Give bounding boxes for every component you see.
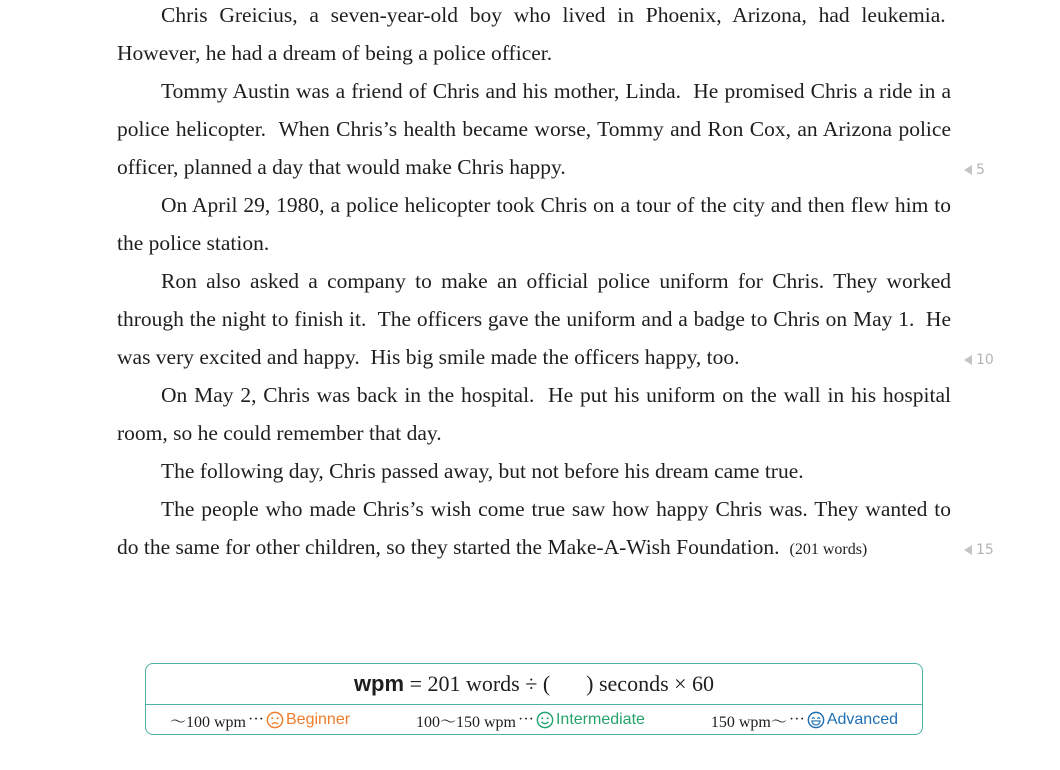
- line-marker-10: [964, 350, 994, 370]
- paragraph: On April 29, 1980, a police helicopter took Chris on a tour of the city and then flew him to the police station.: [117, 193, 951, 255]
- triangle-left-icon: [964, 165, 972, 175]
- level-name: Beginner: [286, 711, 351, 728]
- reading-passage: [117, 0, 951, 569]
- level-beginner: [170, 709, 350, 732]
- line-marker-5: [964, 160, 985, 180]
- wpm-calculation-box: [145, 663, 923, 735]
- level-dots: ···: [248, 711, 264, 728]
- paragraph: Ron also asked a company to make an official police uniform for Chris. They worked through the night to finish it. The officers gave the uniform and a badge to Chris on May 1. He was very excited and happy. His big smile made the officers happy, too.: [117, 269, 951, 369]
- triangle-left-icon: [964, 355, 972, 365]
- level-dots: ···: [517, 711, 534, 728]
- paragraph: Tommy Austin was a friend of Chris and his mother, Linda. He promised Chris a ride in a police helicopter. When Chris’s health became worse, Tommy and Ron Cox, an Arizona police officer, planned a day that would make Chris happy.: [117, 79, 951, 179]
- smile-face-icon: [536, 711, 554, 729]
- level-dots: ···: [788, 711, 805, 728]
- level-legend: [146, 705, 922, 735]
- formula-end: ) seconds × 60: [586, 671, 715, 696]
- level-name: Advanced: [826, 711, 898, 728]
- line-number: 10: [976, 352, 994, 368]
- paragraph: On May 2, Chris was back in the hospital. He put his uniform on the wall in his hospital room, so he could remember that day.: [117, 383, 951, 445]
- wpm-formula: [146, 664, 922, 705]
- level-range: ～100 wpm: [170, 713, 247, 731]
- level-range: 150 wpm～: [710, 713, 787, 731]
- line-marker-15: [964, 540, 994, 560]
- level-advanced: [711, 709, 898, 732]
- last-paragraph: [117, 490, 951, 569]
- paragraph-text: The people who made Chris’s wish come true saw how happy Chris was. They wanted to do the same for other children, so they started the Make-A-Wish Foundation.: [117, 497, 951, 559]
- level-intermediate: [416, 709, 645, 732]
- level-range: 100～150 wpm: [415, 713, 516, 731]
- formula-start: = 201 words ÷ (: [409, 671, 551, 696]
- word-count: (201 words): [789, 541, 868, 558]
- laugh-face-icon: [807, 711, 825, 729]
- wpm-label: wpm: [353, 671, 405, 696]
- paragraph: Chris Greicius, a seven-year-old boy who lived in Phoenix, Arizona, had leukemia. However, he had a dream of being a police officer.: [117, 3, 951, 65]
- line-number: 5: [976, 162, 985, 178]
- line-number: 15: [976, 542, 994, 558]
- level-name: Intermediate: [555, 711, 645, 728]
- sad-face-icon: [266, 711, 284, 729]
- paragraph: The following day, Chris passed away, but not before his dream came true.: [161, 459, 804, 483]
- triangle-left-icon: [964, 545, 972, 555]
